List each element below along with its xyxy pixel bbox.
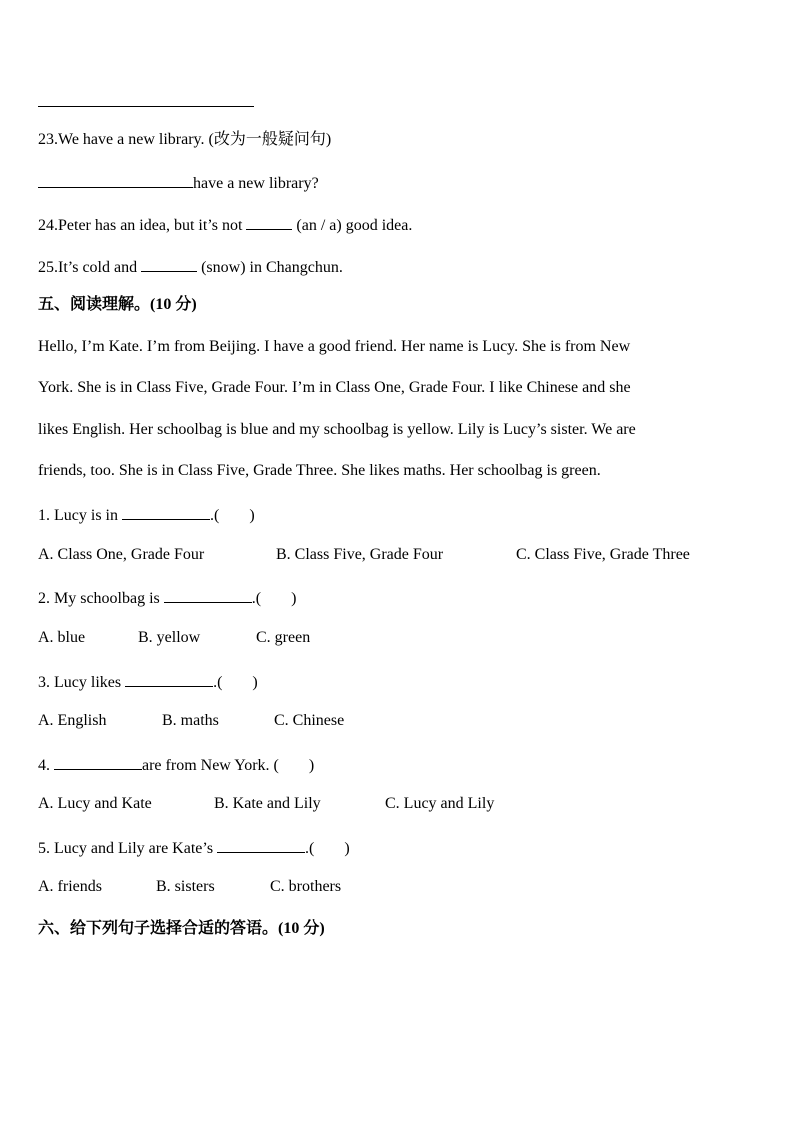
option-a[interactable]: A. blue	[38, 629, 86, 646]
option-a[interactable]: A. English	[38, 712, 107, 729]
option-a[interactable]: A. friends	[38, 878, 102, 895]
question-23-answer	[38, 171, 319, 194]
passage-line-4: friends, too. She is in Class Five, Grade Three. She likes maths. Her schoolbag is green.	[38, 462, 601, 479]
paren-close: )	[291, 590, 297, 607]
answer-blank[interactable]	[141, 255, 197, 272]
question-23	[38, 130, 331, 150]
option-c[interactable]: C. green	[256, 629, 311, 646]
question-text-before: Peter has an idea, but it’s not	[58, 217, 243, 234]
answer-blank[interactable]	[125, 670, 213, 687]
option-c[interactable]: C. Lucy and Lily	[385, 795, 495, 812]
question-24	[38, 213, 412, 236]
question-stem: 5. Lucy and Lily are Kate’s	[38, 840, 214, 857]
question-tail: .(	[213, 674, 223, 691]
question-tail: .(	[305, 840, 315, 857]
answer-blank[interactable]	[38, 90, 254, 107]
question-text-before: It’s cold and	[58, 259, 138, 276]
question-instruction: (改为一般疑问句)	[208, 131, 332, 148]
question-number: 25.	[38, 259, 58, 276]
paren-close: )	[252, 674, 258, 691]
answer-blank[interactable]	[217, 836, 305, 853]
question-tail: .(	[210, 507, 220, 524]
passage-line-3: likes English. Her schoolbag is blue and my schoolbag is yellow. Lily is Lucy’s sister. We are	[38, 421, 636, 438]
question-stem: 4.	[38, 757, 50, 774]
reading-options-1	[38, 545, 690, 565]
paren-close: )	[308, 757, 315, 774]
question-tail: are from New York. (	[142, 757, 279, 774]
q22-answer-line[interactable]	[38, 90, 254, 113]
passage-line-2: York. She is in Class Five, Grade Four. I’m in Class One, Grade Four. I like Chinese and she	[38, 379, 631, 396]
answer-blank[interactable]	[122, 503, 210, 520]
reading-options-4	[38, 794, 494, 814]
option-a[interactable]: A. Class One, Grade Four	[38, 546, 205, 563]
question-stem: 1. Lucy is in	[38, 507, 118, 524]
section-5-title: 五、阅读理解。(10 分)	[38, 296, 197, 313]
question-25	[38, 255, 343, 278]
reading-options-3	[38, 711, 344, 731]
question-text-after: (snow) in Changchun.	[201, 259, 343, 276]
option-c[interactable]: C. Chinese	[274, 712, 345, 729]
answer-suffix: have a new library?	[193, 175, 319, 192]
reading-options-5	[38, 877, 341, 897]
question-stem: 2. My schoolbag is	[38, 590, 160, 607]
section-6-title: 六、给下列句子选择合适的答语。(10 分)	[38, 920, 325, 937]
question-tail: .(	[251, 590, 262, 607]
option-b[interactable]: B. sisters	[156, 878, 215, 895]
answer-blank[interactable]	[246, 213, 292, 230]
paren-close: )	[249, 507, 255, 524]
question-number: 24.	[38, 217, 58, 234]
reading-question-4	[38, 753, 314, 776]
option-a[interactable]: A. Lucy and Kate	[38, 795, 152, 812]
reading-question-1	[38, 503, 255, 526]
reading-question-3	[38, 670, 258, 693]
option-b[interactable]: B. Class Five, Grade Four	[276, 546, 444, 563]
passage-line-1: Hello, I’m Kate. I’m from Beijing. I have a good friend. Her name is Lucy. She is from New	[38, 338, 631, 355]
answer-blank[interactable]	[54, 753, 142, 770]
option-c[interactable]: C. Class Five, Grade Three	[516, 546, 690, 563]
question-number: 23.	[38, 131, 58, 148]
option-c[interactable]: C. brothers	[270, 878, 342, 895]
question-text: We have a new library.	[58, 131, 205, 148]
reading-options-2	[38, 628, 310, 648]
question-text-after: (an / a) good idea.	[296, 217, 413, 234]
reading-question-2	[38, 586, 296, 609]
option-b[interactable]: B. maths	[162, 712, 219, 729]
question-stem: 3. Lucy likes	[38, 674, 122, 691]
answer-blank[interactable]	[38, 171, 193, 188]
paren-close: )	[344, 840, 350, 857]
option-b[interactable]: B. Kate and Lily	[214, 795, 321, 812]
answer-blank[interactable]	[164, 586, 252, 603]
reading-question-5	[38, 836, 350, 859]
option-b[interactable]: B. yellow	[138, 629, 201, 646]
